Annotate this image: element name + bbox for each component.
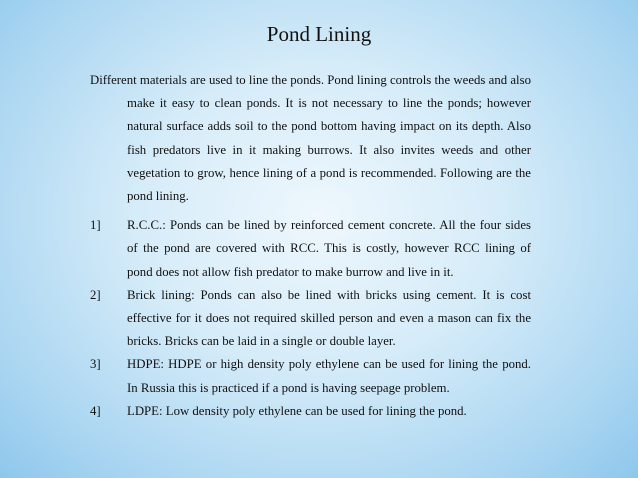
- list-item-number: 4]: [90, 403, 101, 418]
- list-item: [90, 353, 531, 399]
- list-item-number: 3]: [90, 357, 101, 372]
- list-item: [90, 400, 531, 423]
- list-item-number: 1]: [90, 218, 101, 233]
- slide-title: Pond Lining: [266, 22, 372, 46]
- list-item-text: R.C.C.: Ponds can be lined by reinforced cement concrete. All the four sides of the pond are covered with RCC. This is costly, however RCC lining of pond does not allow fish predator to make burrow and live in it.: [127, 218, 531, 279]
- list-item-number: 2]: [90, 287, 101, 302]
- list-item: [90, 284, 531, 354]
- list-item-text: HDPE: HDPE or high density poly ethylene can be used for lining the pond. In Russia this is practiced if a pond is having seepage problem.: [127, 357, 531, 395]
- intro-paragraph: Different materials are used to line the ponds. Pond lining controls the weeds and also make it easy to clean ponds. It is not necessary to line the ponds; however natural surface adds soil to the pond bottom having impact on its depth. Also fish predators live in it making burrows. It also invites weeds and other vegetation to grow, hence lining of a pond is recommended. Following are the pond lining.: [90, 73, 531, 204]
- list-item: [90, 214, 531, 284]
- list-item-text: Brick lining: Ponds can also be lined with bricks using cement. It is cost effective for it does not required skilled person and even a mason can fix the bricks. Bricks can be laid in a single or double layer.: [127, 287, 531, 349]
- slide-body: [90, 69, 531, 423]
- list-item-text: LDPE: Low density poly ethylene can be used for lining the pond.: [127, 403, 467, 418]
